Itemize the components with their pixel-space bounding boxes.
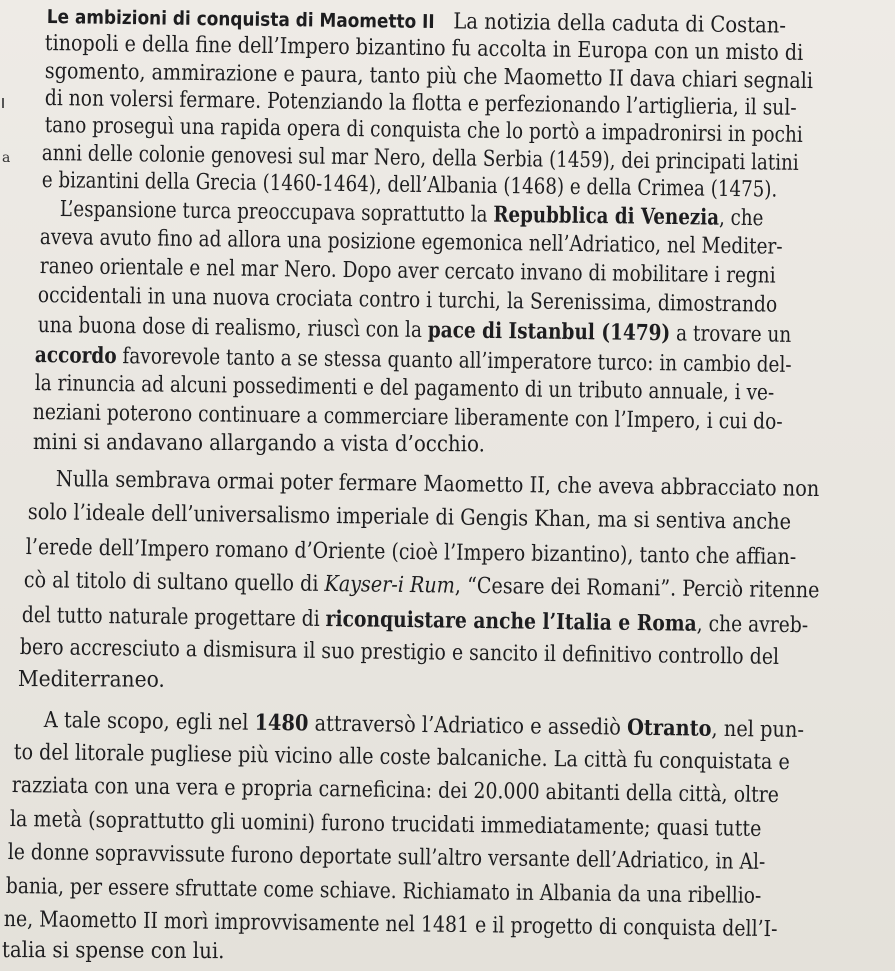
paragraph-3-line-6: bero accresciuto a dismisura il suo prestigio e sancito il definitivo controllo del bbox=[19, 635, 780, 670]
paragraph-1-line-2: tinopoli e della fine dell’Impero bizantino fu accolta in Europa con un misto di bbox=[44, 31, 804, 66]
paragraph-2-line-6: accordo favorevole tanto a se stessa quanto all’imperatore turco: in cambio del- bbox=[34, 342, 792, 378]
paragraph-2-line-7: la rinuncia ad alcuni possedimenti e del pagamento di un tributo annuale, i ve- bbox=[34, 371, 775, 406]
paragraph-1-line-3: sgomento, ammirazione e paura, tanto più che Maometto II dava chiari segnali bbox=[44, 59, 814, 95]
paragraph-1-line-6: anni delle colonie genovesi sul mar Nero, della Serbia (1459), dei principati latini bbox=[41, 141, 799, 176]
paragraph-1-line-5: tano proseguì una rapida opera di conquista che lo portò a impadronirsi in pochi bbox=[44, 113, 803, 148]
paragraph-4-line-4: la metà (soprattutto gli uomini) furono trucidati immediatamente; quasi tutte bbox=[9, 807, 762, 842]
paragraph-4-line-7: ne, Maometto II morì improvvisamente nel 1481 e il progetto di conquista dell’I- bbox=[3, 907, 778, 943]
paragraph-2-line-4: occidentali in una nuova crociata contro i turchi, la Serenissima, dimostrando bbox=[37, 283, 778, 318]
paragraph-2-line-8: neziani poterono continuare a commerciare liberamente con l’Impero, i cui do- bbox=[32, 400, 783, 435]
paragraph-3-line-5: del tutto naturale progettare di riconquistare anche l’Italia e Roma, che avreb- bbox=[21, 602, 809, 639]
paragraph-4-line-1: A tale scopo, egli nel 1480 attraversò l’Adriatico e assediò Otranto, nel pun- bbox=[43, 707, 805, 743]
paragraph-2-line-1: L’espansione turca preoccupava soprattutto la Repubblica di Venezia, che bbox=[59, 196, 764, 232]
paragraph-3-line-3: l’erede dell’Impero romano d’Oriente (cioè l’Impero bizantino), tanto che affian- bbox=[25, 535, 797, 571]
section-title: Le ambizioni di conquista di Maometto II bbox=[46, 5, 435, 34]
paragraph-2-line-5: una buona dose di realismo, riuscì con la pace di Istanbul (1479) a trovare un bbox=[37, 312, 792, 348]
paragraph-3-line-1: Nulla sembrava ormai poter fermare Maometto II, che aveva abbracciato non bbox=[55, 467, 820, 502]
paragraph-1-line-4: di non volersi fermare. Potenziando la flotta e perfezionando l’artiglieria, il sul- bbox=[44, 86, 797, 121]
margin-letter: a bbox=[2, 150, 11, 166]
paragraph-2-line-9: mini si andavano allargando a vista d’occhio. bbox=[32, 430, 485, 458]
paragraph-3-line-2: solo l’ideale dell’universalismo imperiale di Gengis Khan, ma si sentiva anche bbox=[27, 500, 792, 535]
paragraph-2-line-2: aveva avuto fino ad allora una posizione egemonica nell’Adriatico, nel Mediter- bbox=[39, 225, 783, 260]
paragraph-2-line-3: raneo orientale e nel mar Nero. Dopo aver cercato invano di mobilitare i regni bbox=[39, 254, 776, 289]
paragraph-4-line-6: bania, per essere sfruttate come schiave. Richiamato in Albania da una ribellio- bbox=[5, 874, 762, 909]
paragraph-4-line-5: le donne sopravvissute furono deportate sull’altro versante dell’Adriatico, in Al- bbox=[7, 840, 766, 875]
paragraph-3-line-7: Mediterraneo. bbox=[17, 667, 165, 693]
paragraph-3-line-4: cò al titolo di sultano quello di Kayser-i Rum, “Cesare dei Romani”. Perciò ritenne bbox=[23, 568, 820, 604]
paragraph-4-line-3: razziata con una vera e propria carneficina: dei 20.000 abitanti della città, oltre bbox=[11, 773, 780, 809]
margin-tick-mark bbox=[2, 98, 4, 108]
paragraph-4-line-8: talia si spense con lui. bbox=[1, 938, 225, 965]
paragraph-4-line-2: to del litorale pugliese più vicino alle coste balcaniche. La città fu conquistata e bbox=[13, 740, 790, 776]
paragraph-1-line-7: e bizantini della Grecia (1460-1464), dell’Albania (1468) e della Crimea (1475). bbox=[41, 168, 778, 203]
paragraph-1-line-1: Le ambizioni di conquista di Maometto II La notizia della caduta di Costan- bbox=[46, 5, 787, 39]
